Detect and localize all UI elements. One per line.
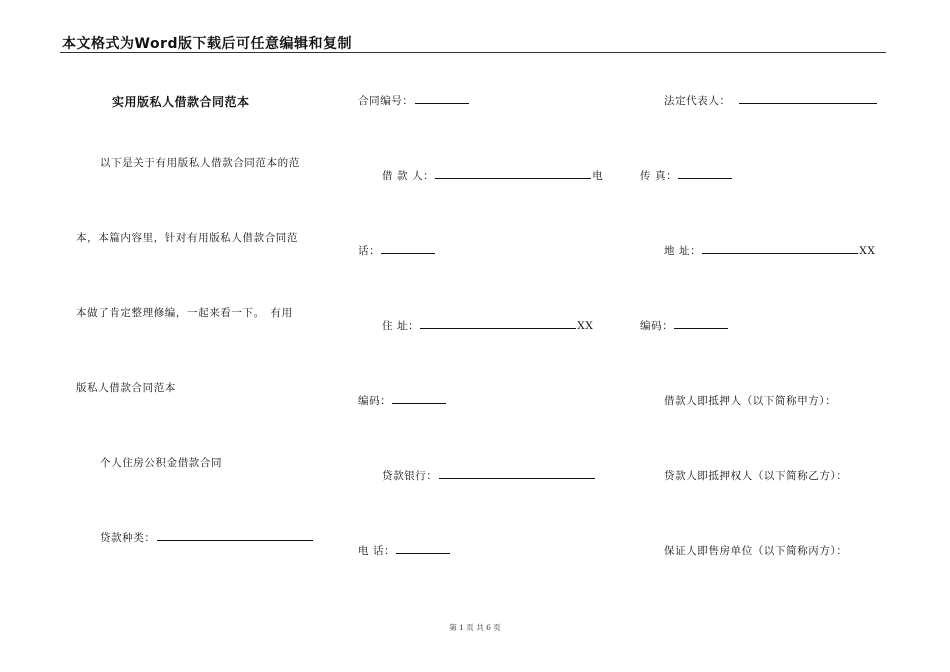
body-line-3: 本做了肯定整理修编，一起来看一下。 有用 xyxy=(76,307,293,319)
borrower-field xyxy=(382,168,603,183)
document-header: 本文格式为Word版下载后可任意编辑和复制 xyxy=(62,36,352,52)
postcode-field-middle xyxy=(358,393,447,408)
lending-bank-blank xyxy=(439,468,595,479)
body-line-5: 个人住房公积金借款合同 xyxy=(100,457,223,469)
lending-bank-label: 贷款银行： xyxy=(382,470,438,482)
contract-no-label: 合同编号： xyxy=(358,95,414,107)
borrower-label: 借 款 人： xyxy=(382,170,435,182)
postcode-label-middle: 编码： xyxy=(358,395,392,407)
residence-label: 住 址： xyxy=(382,320,420,332)
phone-cont-field xyxy=(358,243,436,258)
residence-field xyxy=(382,318,593,333)
residence-blank xyxy=(420,318,576,329)
postcode-blank-middle xyxy=(392,393,446,404)
lending-bank-field xyxy=(382,468,596,483)
postcode-label-right: 编码： xyxy=(640,320,674,332)
phone-blank xyxy=(396,543,450,554)
contract-no-blank xyxy=(415,93,469,104)
phone-cont-blank xyxy=(381,243,435,254)
postcode-blank-right xyxy=(674,318,728,329)
postcode-field-right xyxy=(640,318,729,333)
phone-cont-label: 话： xyxy=(358,245,381,257)
body-line-1: 以下是关于有用版私人借款合同范本的范 xyxy=(100,157,300,169)
borrower-tail: 电 xyxy=(592,170,604,182)
header-divider xyxy=(60,52,886,53)
body-line-4: 版私人借款合同范本 xyxy=(76,382,176,394)
fax-field xyxy=(640,168,733,183)
legal-rep-label: 法定代表人： xyxy=(664,95,731,107)
fax-blank xyxy=(678,168,732,179)
address-field xyxy=(664,243,875,258)
party-b-label: 贷款人即抵押权人（以下简称乙方）： xyxy=(664,470,848,482)
party-c-label: 保证人即售房单位（以下简称丙方）： xyxy=(664,545,848,557)
loan-type-blank xyxy=(157,530,313,541)
contract-no-field xyxy=(358,93,470,108)
loan-type-field xyxy=(100,530,314,545)
legal-rep-blank xyxy=(739,93,877,104)
document-title: 实用版私人借款合同范本 xyxy=(112,95,250,109)
address-label: 地 址： xyxy=(664,245,702,257)
borrower-blank xyxy=(435,168,591,179)
phone-label: 电 话： xyxy=(358,545,396,557)
residence-tail: XX xyxy=(577,320,594,332)
address-tail: XX xyxy=(859,245,876,257)
party-a-label: 借款人即抵押人（以下简称甲方）： xyxy=(664,395,837,407)
body-line-2: 本，本篇内容里，针对有用版私人借款合同范 xyxy=(76,232,298,244)
loan-type-label: 贷款种类： xyxy=(100,532,156,544)
address-blank xyxy=(702,243,858,254)
legal-rep-field xyxy=(664,93,878,108)
phone-field xyxy=(358,543,451,558)
fax-label: 传 真： xyxy=(640,170,678,182)
page-footer: 第 1 页 共 6 页 xyxy=(449,623,501,632)
